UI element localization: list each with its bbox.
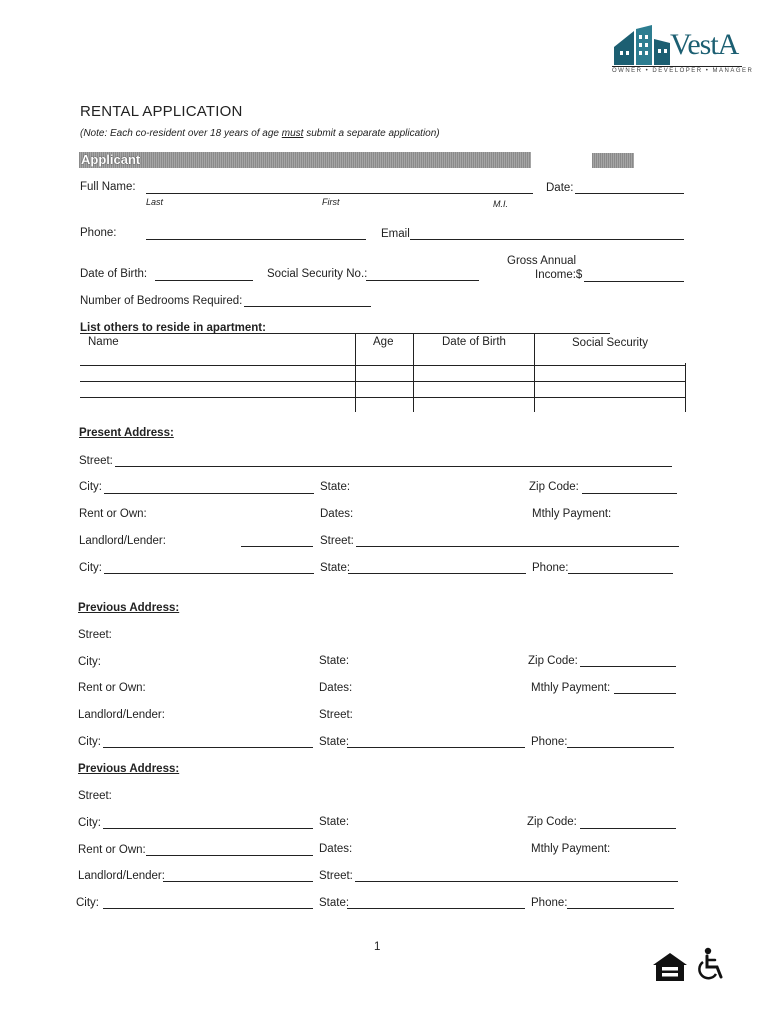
previous1-zip-field[interactable] xyxy=(580,666,676,667)
previous1-mthly-label: Mthly Payment: xyxy=(531,682,611,694)
present-phone-label: Phone: xyxy=(532,562,569,574)
wheelchair-accessibility-icon xyxy=(695,947,727,981)
previous1-city-label: City: xyxy=(78,656,101,668)
previous2-phone-field[interactable] xyxy=(567,908,674,909)
mi-label: M.I. xyxy=(493,199,508,209)
income-label: Income:$ xyxy=(535,269,583,281)
dob-label: Date of Birth: xyxy=(80,268,148,280)
previous1-state2-field[interactable] xyxy=(347,747,525,748)
previous2-state2-field[interactable] xyxy=(347,908,525,909)
table-row[interactable] xyxy=(80,365,685,366)
page-note: (Note: Each co-resident over 18 years of age must submit a separate application) xyxy=(80,128,440,139)
present-dates-label: Dates: xyxy=(320,508,354,520)
ssn-field[interactable] xyxy=(366,280,479,281)
previous2-zip-field[interactable] xyxy=(580,828,676,829)
previous2-street-label: Street: xyxy=(78,790,112,802)
logo-tagline: OWNER • DEVELOPER • MANAGER xyxy=(612,68,754,74)
present-city2-field[interactable] xyxy=(104,573,314,574)
previous2-dates-label: Dates: xyxy=(319,843,353,855)
full-name-field[interactable] xyxy=(146,193,533,194)
present-city-label: City: xyxy=(79,481,102,493)
previous2-city2-label: City: xyxy=(76,897,99,909)
previous1-state-label: State: xyxy=(319,655,350,667)
previous1-zip-label: Zip Code: xyxy=(528,655,578,667)
bedrooms-label: Number of Bedrooms Required: xyxy=(80,295,243,307)
previous2-street2-field[interactable] xyxy=(355,881,678,882)
previous2-city2-field[interactable] xyxy=(103,908,313,909)
building-logo-icon xyxy=(612,25,672,67)
previous2-heading: Previous Address: xyxy=(78,763,180,775)
previous2-rent-own-label: Rent or Own: xyxy=(78,844,146,856)
logo-brand: VestA xyxy=(670,28,739,61)
dob-field[interactable] xyxy=(155,280,253,281)
present-street-label: Street: xyxy=(79,455,113,467)
first-label: First xyxy=(322,197,340,207)
previous1-landlord-label: Landlord/Lender: xyxy=(78,709,165,721)
col-name: Name xyxy=(88,336,119,348)
present-mthly-label: Mthly Payment: xyxy=(532,508,612,520)
present-street-field[interactable] xyxy=(115,466,672,467)
previous2-phone-label: Phone: xyxy=(531,897,568,909)
previous1-phone-field[interactable] xyxy=(567,747,674,748)
date-field[interactable] xyxy=(575,193,684,194)
present-state2-label: State: xyxy=(320,562,351,574)
last-label: Last xyxy=(146,197,164,207)
gross-annual-label: Gross Annual xyxy=(507,255,577,267)
previous2-mthly-label: Mthly Payment: xyxy=(531,843,611,855)
previous2-rent-own-field[interactable] xyxy=(146,855,313,856)
email-field[interactable] xyxy=(410,239,684,240)
present-address-heading: Present Address: xyxy=(79,427,174,439)
present-city2-label: City: xyxy=(79,562,102,574)
previous1-phone-label: Phone: xyxy=(531,736,568,748)
present-city-field[interactable] xyxy=(104,493,314,494)
previous2-zip-label: Zip Code: xyxy=(527,816,577,828)
col-dob: Date of Birth xyxy=(442,336,506,348)
present-street2-label: Street: xyxy=(320,535,354,547)
present-state2-field[interactable] xyxy=(348,573,526,574)
previous2-street2-label: Street: xyxy=(319,870,353,882)
previous1-dates-label: Dates: xyxy=(319,682,353,694)
present-street2-field[interactable] xyxy=(356,546,679,547)
ssn-label: Social Security No.: xyxy=(267,268,368,280)
present-zip-field[interactable] xyxy=(582,493,677,494)
bedrooms-field[interactable] xyxy=(244,306,371,307)
phone-field[interactable] xyxy=(146,239,366,240)
income-field[interactable] xyxy=(584,281,684,282)
applicant-section-bar: Applicant xyxy=(79,152,531,168)
previous2-state-label: State: xyxy=(319,816,350,828)
page-title: RENTAL APPLICATION xyxy=(80,103,243,120)
col-age: Age xyxy=(373,336,394,348)
full-name-label: Full Name: xyxy=(80,181,136,193)
phone-label: Phone: xyxy=(80,227,117,239)
equal-housing-icon xyxy=(652,952,688,982)
date-label: Date: xyxy=(546,182,574,194)
previous1-city2-label: City: xyxy=(78,736,101,748)
previous2-state2-label: State: xyxy=(319,897,350,909)
email-label: Email xyxy=(381,228,410,240)
previous1-heading: Previous Address: xyxy=(78,602,180,614)
previous2-landlord-field[interactable] xyxy=(163,881,313,882)
previous2-city-field[interactable] xyxy=(103,828,313,829)
present-landlord-label: Landlord/Lender: xyxy=(79,535,166,547)
previous1-state2-label: State: xyxy=(319,736,350,748)
previous2-landlord-label: Landlord/Lender: xyxy=(78,870,165,882)
present-rent-own-label: Rent or Own: xyxy=(79,508,147,520)
office-use-box xyxy=(592,153,634,168)
present-phone-field[interactable] xyxy=(568,573,673,574)
present-state-label: State: xyxy=(320,481,351,493)
previous1-street2-label: Street: xyxy=(319,709,353,721)
previous1-street-label: Street: xyxy=(78,629,112,641)
table-row[interactable] xyxy=(80,397,685,398)
previous2-city-label: City: xyxy=(78,817,101,829)
previous1-rent-own-label: Rent or Own: xyxy=(78,682,146,694)
previous1-mthly-field[interactable] xyxy=(614,693,676,694)
present-zip-label: Zip Code: xyxy=(529,481,579,493)
previous1-city2-field[interactable] xyxy=(103,747,313,748)
table-row[interactable] xyxy=(80,381,685,382)
page-number: 1 xyxy=(374,941,381,953)
others-heading: List others to reside in apartment: xyxy=(80,322,266,334)
present-landlord-field[interactable] xyxy=(241,546,313,547)
col-ssn: Social Security xyxy=(572,337,649,349)
